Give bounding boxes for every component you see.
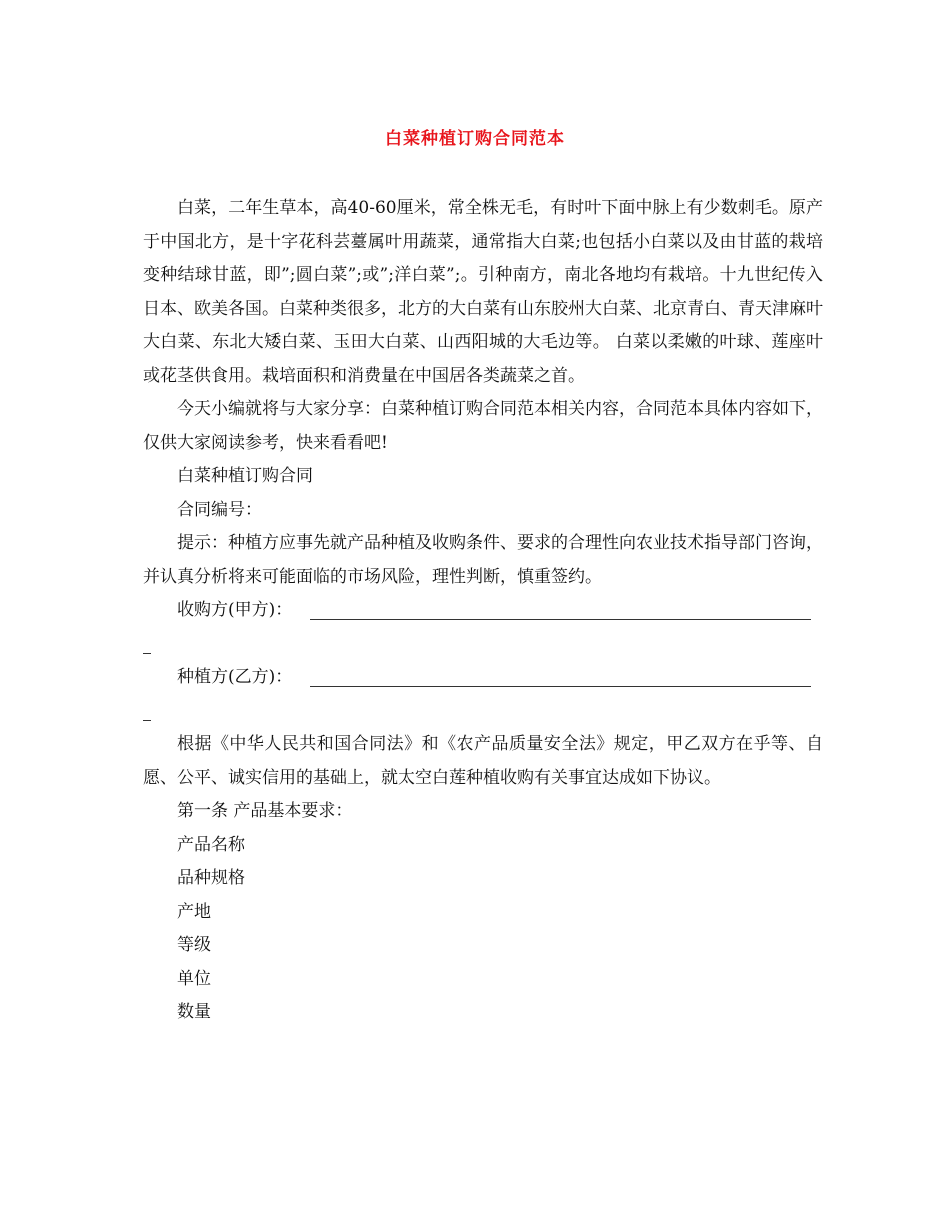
grower-row bbox=[143, 661, 823, 695]
product-field-name: 产品名称 bbox=[177, 834, 245, 855]
product-field-origin: 产地 bbox=[177, 901, 211, 922]
article-one-heading: 第一条 产品基本要求： bbox=[177, 801, 353, 821]
buyer-row bbox=[143, 594, 823, 628]
document-body bbox=[143, 192, 823, 1030]
product-field-grade: 等级 bbox=[177, 935, 211, 955]
grower-tail-dash bbox=[143, 720, 151, 721]
buyer-line-tail bbox=[143, 628, 823, 662]
intro-paragraph-share: 今天小编就将与大家分享：白菜种植订购合同范本相关内容，合同范本具体内容如下，仅供大家阅读参考，快来看看吧! bbox=[143, 399, 823, 453]
intro-paragraph-cabbage: 白菜，二年生草本，高40-60厘米，常全株无毛，有时叶下面中脉上有少数刺毛。原产于中国北方，是十字花科芸薹属叶用蔬菜，通常指大白菜;也包括小白菜以及由甘蓝的栽培变种结球甘蓝，即”;圆白菜”;或”;洋白菜”;。引种南方，南北各地均有栽培。十九世纪传入日本、欧美各国。白菜种类很多，北方的大白菜有山东胶州大白菜、北京青白、青天津麻叶大白菜、东北大矮白菜、玉田大白菜、山西阳城的大毛边等。 白菜以柔嫩的叶球、莲座叶或花茎供食用。栽培面积和消费量在中国居各类蔬菜之首。 bbox=[143, 198, 823, 386]
grower-fill-line bbox=[310, 686, 811, 687]
document-title: 白菜种植订购合同范本 bbox=[385, 129, 565, 149]
product-field-quantity: 数量 bbox=[177, 1002, 211, 1022]
buyer-label: 收购方(甲方)： bbox=[177, 600, 293, 620]
buyer-tail-dash bbox=[143, 653, 151, 654]
contract-number-label: 合同编号： bbox=[177, 499, 262, 520]
buyer-fill-line bbox=[310, 619, 811, 620]
product-field-unit: 单位 bbox=[177, 968, 211, 989]
tip-paragraph: 提示：种植方应事先就产品种植及收购条件、要求的合理性向农业技术指导部门咨询，并认真分析将来可能面临的市场风险，理性判断，慎重签约。 bbox=[143, 533, 823, 587]
basis-paragraph: 根据《中华人民共和国合同法》和《农产品质量安全法》规定，甲乙双方在乎等、自愿、公平、诚实信用的基础上，就太空白莲种植收购有关事宜达成如下协议。 bbox=[143, 734, 823, 788]
product-field-spec: 品种规格 bbox=[177, 868, 245, 888]
grower-line-tail bbox=[143, 695, 823, 729]
contract-title: 白菜种植订购合同 bbox=[177, 466, 313, 486]
grower-label: 种植方(乙方)： bbox=[177, 667, 293, 687]
